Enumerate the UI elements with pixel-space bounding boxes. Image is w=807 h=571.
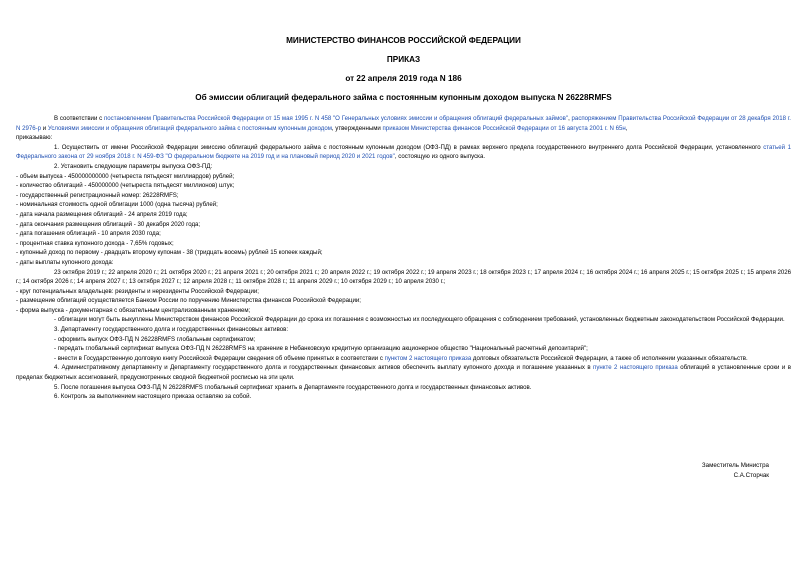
document-title: Об эмиссии облигаций федерального займа с постоянным купонным доходом выпуска N 26228RMFS bbox=[195, 93, 612, 102]
preamble-text: , утвержденными bbox=[331, 124, 383, 132]
item-2-line: - дата погашения облигаций - 10 апреля 2030 года; bbox=[16, 230, 161, 238]
preamble-text: В соответствии с bbox=[54, 115, 104, 122]
item-2-reference-link[interactable]: пунктом 2 настоящего приказа bbox=[384, 354, 472, 362]
item-3-line: - передать глобальный сертификат выпуска ОФЗ-ПД N 26228RMFS на хранение в Небанковскую кредитную организацию акционерное общество "Национальный расчетный депозитарий"; bbox=[54, 345, 588, 353]
item-3-last-paragraph bbox=[16, 354, 791, 364]
date-number-heading: от 22 апреля 2019 года N 186 bbox=[345, 74, 462, 83]
item-1-paragraph bbox=[16, 143, 791, 162]
item-2-line: - объем выпуска - 450000000000 (четыреста пятьдесят миллиардов) рублей; bbox=[16, 172, 235, 180]
resolution-458-link[interactable]: постановлением Правительства Российской Федерации от 15 мая 1995 г. N 458 "О Генеральных условиях эмиссии и обращения облигаций федеральных займов" bbox=[103, 115, 569, 122]
preamble-paragraph bbox=[16, 114, 791, 133]
item-2-line: - дата начала размещения облигаций - 24 апреля 2019 года; bbox=[16, 210, 188, 218]
preamble-text: , bbox=[625, 124, 628, 132]
signature-block bbox=[702, 461, 769, 481]
preamble-text: , bbox=[568, 115, 572, 122]
issue-conditions-link[interactable]: Условиями эмиссии и обращения облигаций федерального займа с постоянным купонным доходом bbox=[47, 124, 332, 132]
doc-type-heading: ПРИКАЗ bbox=[386, 55, 421, 64]
item-2-line: - форма выпуска - документарная с обязательным централизованным хранением; bbox=[16, 306, 251, 314]
item-2-line: - процентная ставка купонного дохода - 7,65% годовых; bbox=[16, 239, 174, 247]
ministry-heading: МИНИСТЕРСТВО ФИНАНСОВ РОССИЙСКОЙ ФЕДЕРАЦИИ bbox=[286, 36, 521, 45]
item-2-last-line: - облигации могут быть выкуплены Министерством финансов Российской Федерации до срока их погашения с возможностью их последующего обращения с соблюдением требований, установленных бюджетным законодательством Российской Федерации. bbox=[54, 316, 785, 324]
item-4-text: 4. Административному департаменту и Департаменту государственного долга и государственных финансовых активов обеспечить выплату купонного дохода и погашение указанных в bbox=[54, 364, 594, 372]
item-2-reference-link[interactable]: пункте 2 настоящего приказа bbox=[593, 364, 678, 372]
document-body bbox=[16, 114, 791, 402]
item-4-text: облигаций в установленные сроки и в пределах бюджетных ассигнований, предусмотренных сводной бюджетной росписью на эти цели. bbox=[16, 364, 791, 382]
item-1-text: 1. Осуществить от имени Российской Федерации эмиссию облигаций федерального займа с постоянным купонным доходом (ОФЗ-ПД) в рамках верхнего предела государственного внутреннего долга Российской Федерации, установленного bbox=[54, 143, 764, 151]
item-2-line: 2. Установить следующие параметры выпуска ОФЗ-ПД: bbox=[54, 162, 213, 170]
item-2-line: - государственный регистрационный номер: 26228RMFS; bbox=[16, 191, 179, 199]
item-6-paragraph: 6. Контроль за выполнением настоящего приказа оставляю за собой. bbox=[54, 393, 252, 401]
order-65n-link[interactable]: приказом Министерства финансов Российской Федерации от 16 августа 2001 г. N 65н bbox=[382, 124, 626, 132]
preamble-text: и bbox=[41, 124, 48, 132]
item-2-line: - дата окончания размещения облигаций - 30 декабря 2020 года; bbox=[16, 220, 201, 228]
signature-position: Заместитель Министра bbox=[701, 462, 769, 469]
order-word: приказываю: bbox=[16, 134, 53, 142]
item-3-line: - оформить выпуск ОФЗ-ПД N 26228RMFS глобальным сертификатом; bbox=[54, 335, 256, 343]
signature-name: С.А.Сторчак bbox=[733, 472, 769, 479]
item-3-text: - внести в Государственную долговую книгу Российской Федерации сведения об объеме принятых в соответствии с bbox=[54, 354, 385, 362]
item-4-paragraph bbox=[16, 363, 791, 382]
item-2-line: - номинальная стоимость одной облигации 1000 (одна тысяча) рублей; bbox=[16, 201, 218, 209]
item-2-line: - купонный доход по первому - двадцать второму купонам - 38 (тридцать восемь) рублей 15 копеек каждый; bbox=[16, 249, 323, 257]
coupon-dates: 23 октября 2019 г.; 22 апреля 2020 г.; 21 октября 2020 г.; 21 апреля 2021 г.; 20 октября 2021 г.; 20 апреля 2022 г.; 19 октября 2022 г.; 19 апреля 2023 г.; 18 октября 2023 г.; 17 апреля 2024 г.; 16 октября 2024 г.; 16 апреля 2025 г.; 15 октября 2025 г.; 15 апреля 2026 г.; 14 октября 2026 г.; 14 апреля 2027 г.; 13 октября 2027 г.; 12 апреля 2028 г.; 11 октября 2028 г.; 11 апреля 2029 г.; 10 октября 2029 г.; 10 апреля 2030 г.; bbox=[16, 268, 791, 286]
order-2976r-link[interactable]: распоряжением Правительства Российской Федерации от 28 декабря 2018 г. N 2976-р bbox=[16, 115, 791, 132]
item-2-line: - даты выплаты купонного дохода: bbox=[16, 258, 114, 266]
law-459fz-link[interactable]: статьей 1 Федерального закона от 29 ноября 2018 г. N 459-ФЗ "О федеральном бюджете на 2019 год и на плановый период 2020 и 2021 годов" bbox=[16, 143, 791, 161]
item-2-line: - круг потенциальных владельцев: резиденты и нерезиденты Российской Федерации; bbox=[16, 287, 259, 295]
item-3-text: долговых обязательств Российской Федерации, а также об исполнении указанных обязательств. bbox=[471, 354, 748, 362]
item-3-line: 3. Департаменту государственного долга и государственных финансовых активов: bbox=[54, 326, 289, 334]
item-2-line: - количество облигаций - 450000000 (четыреста пятьдесят миллионов) штук; bbox=[16, 182, 235, 190]
item-1-text: , состоящую из одного выпуска. bbox=[394, 153, 486, 161]
item-2-line: - размещение облигаций осуществляется Банком России по поручению Министерства финансов Российской Федерации; bbox=[16, 297, 361, 305]
item-5-paragraph: 5. После погашения выпуска ОФЗ-ПД N 26228RMFS глобальный сертификат хранить в Департаменте государственного долга и государственных финансовых активов. bbox=[54, 383, 532, 391]
